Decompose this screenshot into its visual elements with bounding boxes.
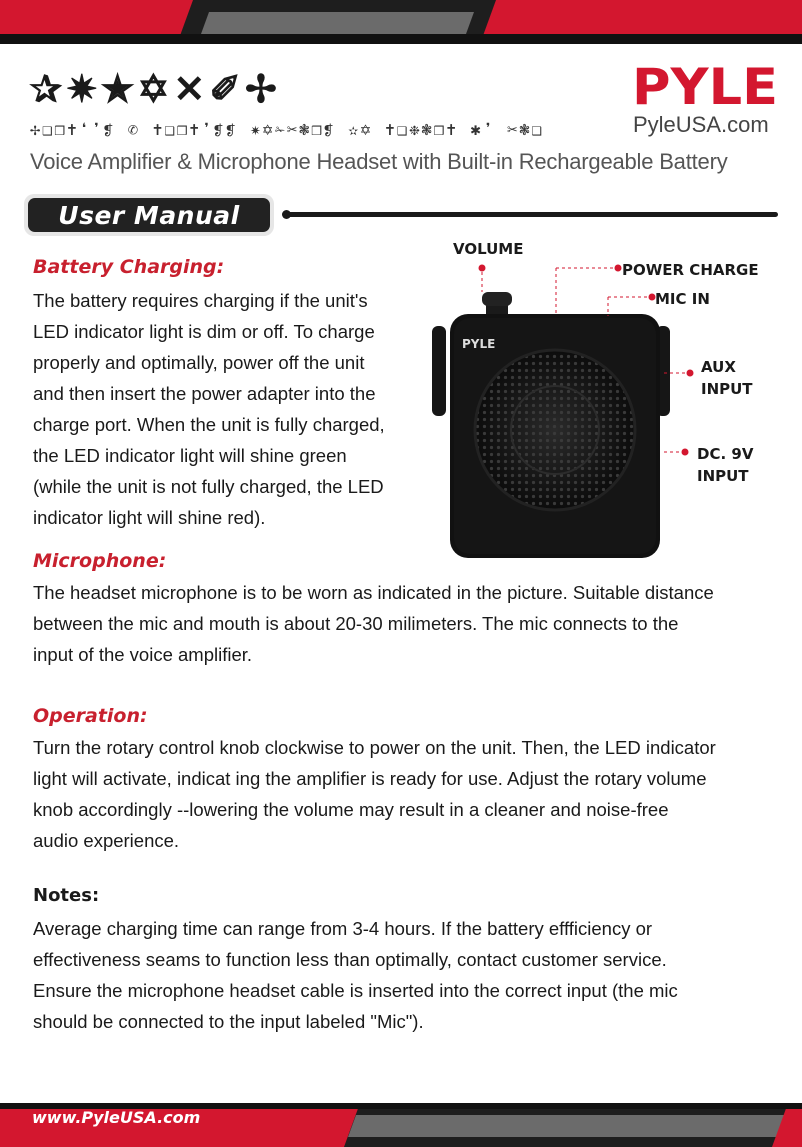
- model-number: ✰✷✭✡✕✐✢: [30, 66, 281, 111]
- notes-heading: Notes:: [33, 885, 100, 906]
- battery-charging-heading: Battery Charging:: [33, 256, 225, 278]
- device-brand: PYLE: [462, 337, 496, 351]
- microphone-text: The headset microphone is to be worn as indicated in the picture. Suitable distance between the mic and mouth is about 20-30 milimeters. The mic connects to the input of the voice amplifier.: [33, 582, 714, 665]
- product-title-glyphs: ✢❑❒✝❛❜❡ ✆ ✝❑❒✝❜❡❡ ✷✡✁✂❃❒❡ ✫✡ ✝❑❉❃❒✝ ✱❜ ✂❃❑: [30, 120, 544, 140]
- callout-mic-in: MIC IN: [655, 290, 710, 308]
- callout-volume: VOLUME: [453, 240, 524, 258]
- notes-text: Average charging time can range from 3-4 hours. If the battery effficiency or effectiveness seams to function less than optimally, contact customer service. Ensure the microphone headset cable is inserted into the correct input (the mic should be connected to the input labeled "Mic").: [33, 918, 678, 1032]
- footer-url[interactable]: www.PyleUSA.com: [32, 1108, 201, 1127]
- header-rule: [286, 212, 778, 217]
- banner-gray-stripe: [201, 12, 474, 34]
- banner-dark-strip: [0, 34, 802, 44]
- callout-power-charge: POWER CHARGE: [622, 261, 759, 279]
- operation-heading: Operation:: [33, 705, 148, 727]
- user-manual-badge: [24, 194, 274, 236]
- user-manual-label: User Manual: [58, 200, 240, 230]
- top-banner: [0, 0, 802, 44]
- pyle-logo: [632, 60, 778, 108]
- header-rule-cap: [282, 210, 291, 219]
- operation-text: Turn the rotary control knob clockwise to power on the unit. Then, the LED indicator light will activate, indicat ing the amplifier is ready for use. Adjust the rotary volume knob accordingly --lowering the volume may result in a cleaner and noise-free audio experience.: [33, 737, 716, 851]
- microphone-heading: Microphone:: [33, 550, 167, 572]
- callout-aux-input: AUX INPUT: [701, 358, 753, 398]
- pyle-logo-text: PYLE: [632, 60, 778, 108]
- product-subtitle: Voice Amplifier & Microphone Headset with Built-in Rechargeable Battery: [30, 149, 728, 174]
- callout-dc-input: DC. 9V INPUT: [697, 445, 754, 485]
- banner-gray-stripe: [348, 1115, 796, 1137]
- battery-charging-text: The battery requires charging if the unit's LED indicator light is dim or off. To charge properly and optimally, power off the unit and then insert the power adapter into the charge port. When the unit is fully charged, the LED indicator light will shine green (while the unit is not fully charged, the LED indicator light will shine red).: [33, 290, 385, 528]
- brand-url: PyleUSA.com: [633, 112, 769, 137]
